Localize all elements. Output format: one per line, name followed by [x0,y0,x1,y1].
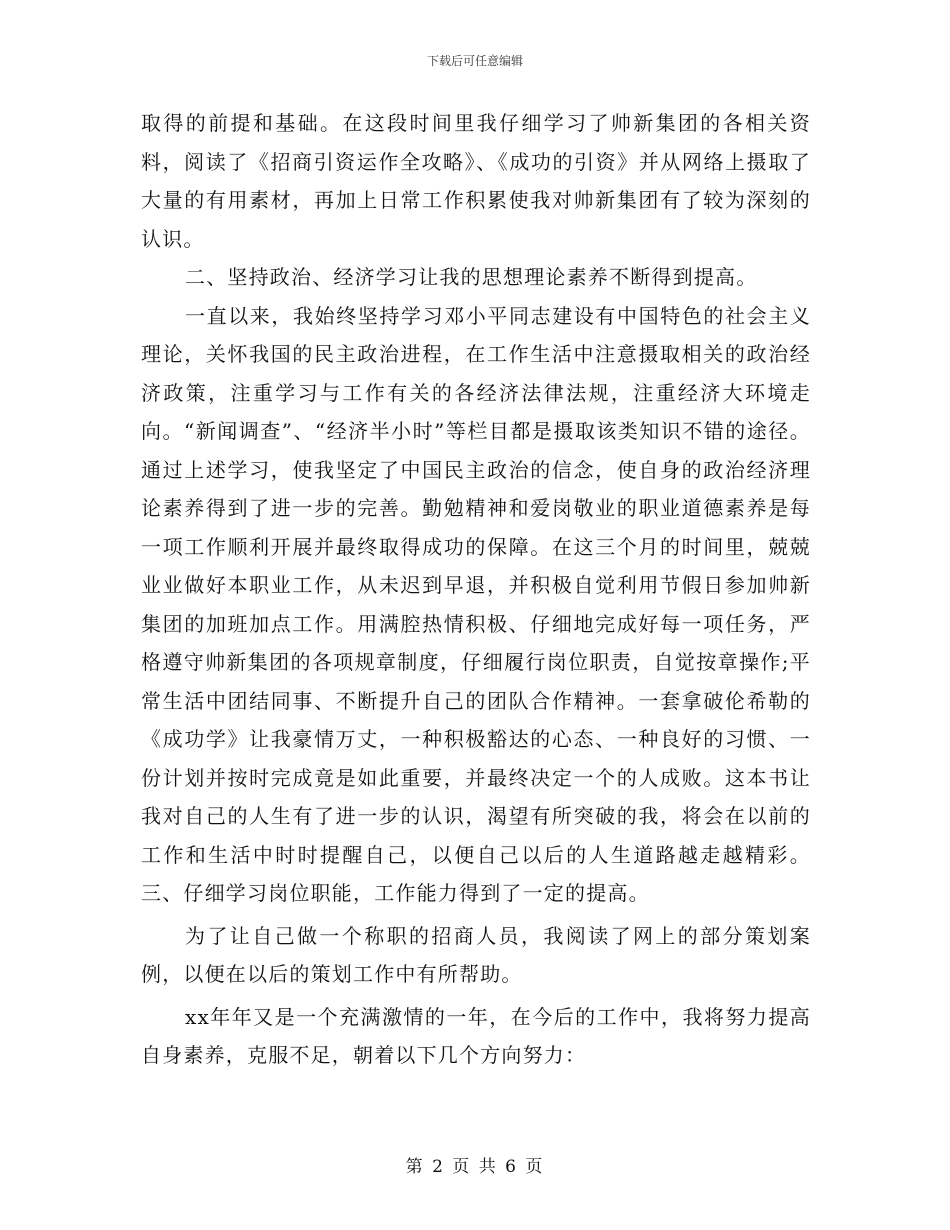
paragraph-next-year: xx年年又是一个充满激情的一年，在今后的工作中，我将努力提高自身素养，克服不足，朝着以下几个方向努力： [141,1004,811,1067]
document-body [141,104,811,1075]
paragraph-planning-cases: 为了让自己做一个称职的招商人员，我阅读了网上的部分策划案例，以便在以后的策划工作中有所帮助。 [141,923,811,986]
section-heading-2: 二、坚持政治、经济学习让我的思想理论素养不断得到提高。 [185,265,758,289]
page-header: 下载后可任意编辑 [426,54,523,68]
paragraph-study-theory: 一直以来，我始终坚持学习邓小平同志建设有中国特色的社会主义理论，关怀我国的民主政治进程，在工作生活中注意摄取相关的政治经济政策，注重学习与工作有关的各经济法律法规，注重经济大环境走向。“新闻调查”、“经济半小时”等栏目都是摄取该类知识不错的途径。通过上述学习，使我坚定了中国民主政治的信念，使自身的政治经济理论素养得到了进一步的完善。勤勉精神和爱岗敬业的职业道德素养是每一项工作顺利开展并最终取得成功的保障。在这三个月的时间里，兢兢业业做好本职业工作，从未迟到早退，并积极自觉利用节假日参加帅新集团的加班加点工作。用满腔热情积极、仔细地完成好每一项任务，严格遵守帅新集团的各项规章制度，仔细履行岗位职责，自觉按章操作;平常生活中团结同事、不断提升自己的团队合作精神。一套拿破伦希勒的《成功学》让我豪情万丈，一种积极豁达的心态、一种良好的习惯、一份计划并按时完成竟是如此重要，并最终决定一个的人成败。这本书让我对自己的人生有了进一步的认识，渴望有所突破的我，将会在以前的工作和生活中时时提醒自己，以便自己以后的人生道路越走越精彩。 三、仔细学习岗位职能，工作能力得到了一定的提高。 [141,303,811,905]
paragraph-continuation: 取得的前提和基础。在这段时间里我仔细学习了帅新集团的各相关资料，阅读了《招商引资运作全攻略》、《成功的引资》并从网络上摄取了大量的有用素材，再加上日常工作积累使我对帅新集团有了较为深刻的认识。 [141,111,811,251]
page-number-footer: 第 2 页 共 6 页 [405,1157,545,1177]
